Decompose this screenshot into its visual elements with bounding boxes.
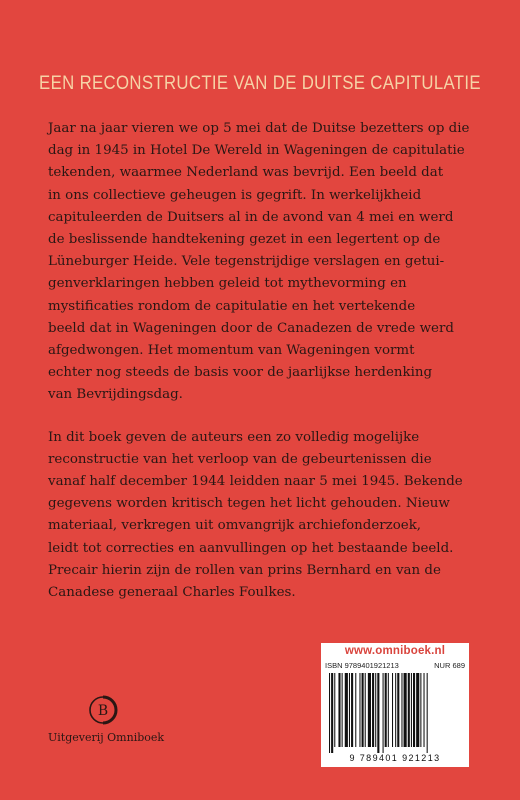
svg-text:B: B (97, 703, 109, 719)
omniboek-logo-icon (88, 695, 118, 725)
blurb (48, 118, 498, 604)
publisher-block (48, 695, 165, 744)
text-line: Canadese generaal Charles Foulkes. (48, 585, 296, 601)
text-line: reconstructie van het verloop van de gebeurtenissen die (48, 451, 432, 467)
text-line: in ons collectieve geheugen is gegrift. In werkelijkheid (48, 187, 422, 203)
text-line: de beslissende handtekening gezet in een legertent op de (48, 232, 441, 248)
text-line: tekenden, waarmee Nederland was bevrijd. Een beeld dat (48, 165, 444, 181)
text-line: Jaar na jaar vieren we op 5 mei dat de Duitse bezetters op die (48, 121, 470, 136)
nur-label: NUR 689 (434, 661, 465, 670)
text-line: leidt tot correcties en aanvullingen op het bestaande beeld. (48, 540, 454, 556)
text-line: vanaf half december 1944 leidden naar 5 mei 1945. Bekende (48, 474, 463, 490)
text-line: mystificaties rondom de capitulatie en het vertekende (48, 298, 416, 314)
text-line: beeld dat in Wageningen door de Canadezen de vrede werd (48, 320, 454, 336)
blurb-paragraph-2 (48, 427, 498, 605)
text-line: capituleerden de Duitsers al in de avond van 4 mei en werd (48, 209, 454, 225)
text-line: genverklaringen hebben geleid tot mythevorming en (48, 276, 407, 292)
text-line: Precair hierin zijn de rollen van prins Bernhard en van de (48, 562, 441, 578)
barcode-digits: 9 789401 921213 (349, 753, 441, 763)
text-line: dag in 1945 in Hotel De Wereld in Wageningen de capitulatie (48, 143, 465, 159)
text-line: gegevens worden kritisch tegen het licht gehouden. Nieuw (48, 496, 450, 512)
text-line: In dit boek geven de auteurs een zo volledig mogelijke (48, 429, 420, 445)
barcode-panel (321, 643, 469, 767)
isbn-label: ISBN 9789401921213 (325, 661, 399, 670)
text-line: Lüneburger Heide. Vele tegenstrijdige verslagen en getui- (48, 254, 445, 270)
text-line: materiaal, verkregen uit omvangrijk archiefonderzoek, (48, 518, 422, 534)
publisher-name: Uitgeverij Omniboek (48, 731, 165, 744)
website-url: www.omniboek.nl (344, 645, 446, 657)
blurb-paragraph-1 (48, 118, 498, 407)
text-line: echter nog steeds de basis voor de jaarlijkse herdenking (48, 365, 433, 381)
text-line: afgedwongen. Het momentum van Wageningen vormt (48, 343, 415, 359)
barcode-icon (329, 673, 461, 753)
cover-heading: EEN RECONSTRUCTIE VAN DE DUITSE CAPITULATIE (39, 72, 481, 94)
text-line: van Bevrijdingsdag. (48, 387, 183, 403)
